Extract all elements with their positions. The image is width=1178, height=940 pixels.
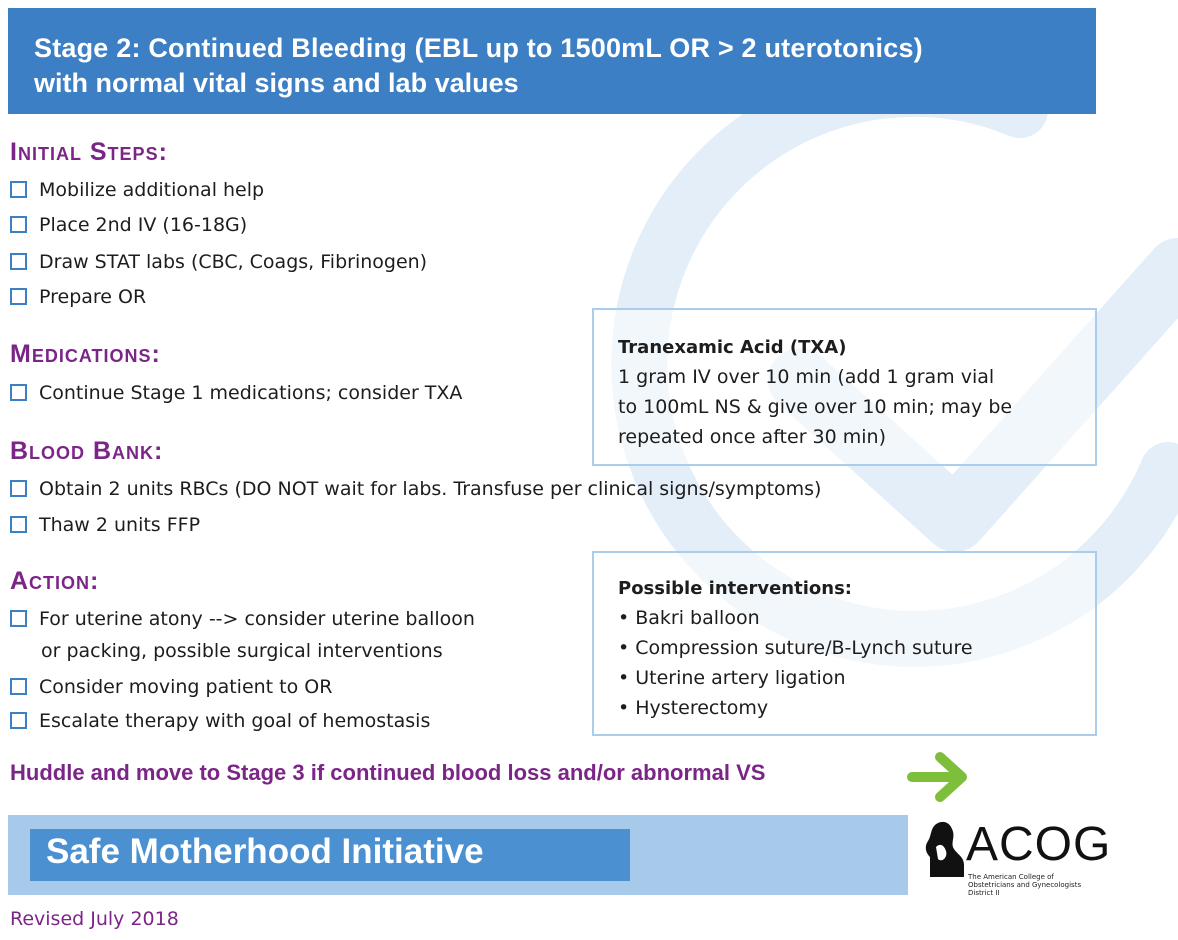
acog-logo-icon (920, 817, 968, 879)
txa-line: 1 gram IV over 10 min (add 1 gram vial (618, 366, 995, 388)
item-label: For uterine atony --> consider uterine balloon (39, 608, 475, 630)
logo-wordmark: ACOG (966, 818, 1112, 871)
footer-title: Safe Motherhood Initiative (46, 832, 484, 871)
bullet-icon: • (618, 697, 636, 719)
checkbox-icon[interactable] (10, 516, 27, 533)
checklist-item[interactable] (10, 705, 430, 737)
checklist-item[interactable] (10, 281, 146, 313)
action-title: Action: (10, 567, 100, 595)
item-label: Place 2nd IV (16-18G) (39, 214, 248, 236)
item-label: Prepare OR (39, 286, 147, 308)
item-label-continued: or packing, possible surgical interventions (41, 640, 443, 662)
item-label: Escalate therapy with goal of hemostasis (39, 710, 431, 732)
initial-steps-title: Initial Steps: (10, 138, 168, 166)
checklist-item[interactable] (10, 174, 264, 206)
bullet-icon: • (618, 637, 636, 659)
txa-line: repeated once after 30 min) (618, 426, 887, 448)
checklist-item[interactable] (10, 377, 462, 409)
acog-logo (920, 815, 1110, 895)
intervention-item: • Compression suture/B-Lynch suture (618, 637, 973, 659)
header-line-1: Stage 2: Continued Bleeding (EBL up to 1500mL OR > 2 uterotonics) (34, 33, 923, 63)
checklist-item[interactable] (10, 246, 427, 278)
checklist-item[interactable] (10, 671, 332, 703)
txa-title: Tranexamic Acid (TXA) (618, 337, 847, 358)
intervention-item: • Uterine artery ligation (618, 667, 846, 689)
blood-bank-title: Blood Bank: (10, 437, 164, 465)
checkbox-icon[interactable] (10, 181, 27, 198)
txa-callout (592, 308, 1097, 466)
checkbox-icon[interactable] (10, 678, 27, 695)
item-label: Draw STAT labs (CBC, Coags, Fibrinogen) (39, 251, 428, 273)
checklist-item[interactable] (10, 209, 247, 241)
item-label: Mobilize additional help (39, 179, 265, 201)
huddle-instruction: Huddle and move to Stage 3 if continued blood loss and/or abnormal VS (10, 760, 766, 785)
checklist-item[interactable] (10, 509, 200, 541)
checklist-item[interactable] (10, 473, 821, 505)
revised-date: Revised July 2018 (10, 908, 179, 930)
intervention-item: • Hysterectomy (618, 697, 769, 719)
item-label: Thaw 2 units FFP (39, 514, 201, 536)
checkbox-icon[interactable] (10, 288, 27, 305)
logo-subtitle: The American College of Obstetricians and Gynecologists District II (968, 873, 1082, 897)
checklist-item[interactable] (10, 603, 475, 667)
txa-line: to 100mL NS & give over 10 min; may be (618, 396, 1013, 418)
checkbox-icon[interactable] (10, 610, 27, 627)
medications-title: Medications: (10, 340, 161, 368)
item-label: Continue Stage 1 medications; consider TXA (39, 382, 463, 404)
item-label: Consider moving patient to OR (39, 676, 333, 698)
checkbox-icon[interactable] (10, 384, 27, 401)
intervention-item: • Bakri balloon (618, 607, 760, 629)
interventions-callout (592, 551, 1097, 736)
interventions-title: Possible interventions: (618, 578, 852, 599)
bullet-icon: • (618, 607, 636, 629)
arrow-right-icon (906, 748, 972, 806)
item-label: Obtain 2 units RBCs (DO NOT wait for labs. Transfuse per clinical signs/symptoms) (39, 478, 822, 500)
stage-header (8, 8, 1096, 114)
header-line-2: with normal vital signs and lab values (34, 68, 519, 98)
checkbox-icon[interactable] (10, 712, 27, 729)
checkbox-icon[interactable] (10, 216, 27, 233)
checkbox-icon[interactable] (10, 480, 27, 497)
checkbox-icon[interactable] (10, 253, 27, 270)
bullet-icon: • (618, 667, 636, 689)
